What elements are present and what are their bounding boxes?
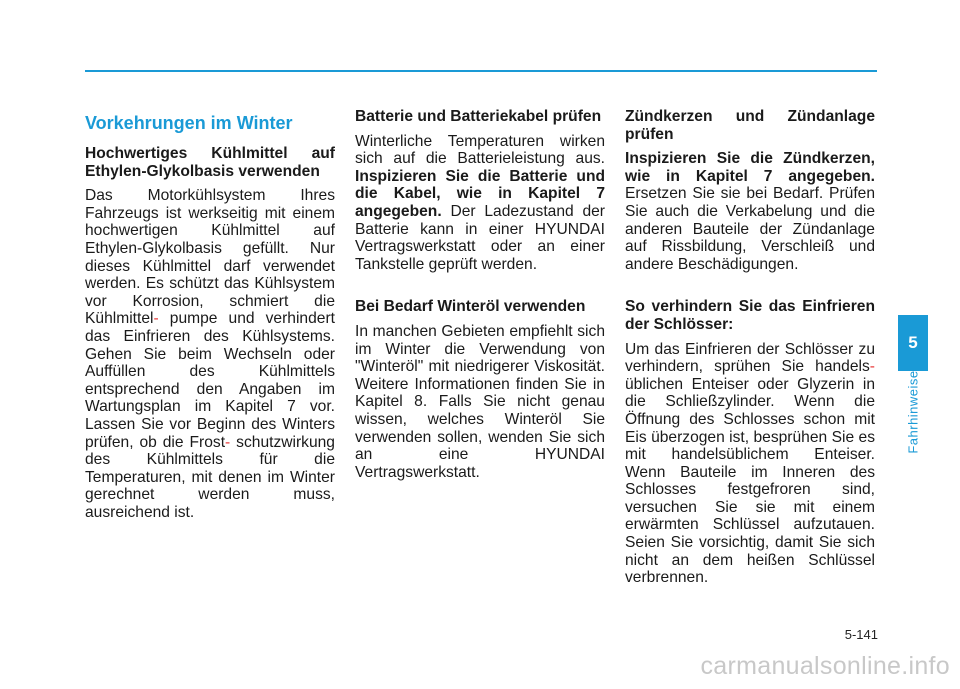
locks-text-a: Um das Einfrieren der Schlösser zu verhindern, sprühen Sie handels	[625, 340, 875, 376]
spark-plug-text-bold: Inspizieren Sie die Zündkerzen, wie in Kapitel 7 angegeben.	[625, 150, 875, 185]
winter-oil-heading: Bei Bedarf Winteröl verwenden	[355, 298, 586, 316]
column-1	[85, 108, 335, 546]
battery-text-b: Der Ladezustand der Batterie kann in einer HYUNDAI Vertragswerkstatt oder an einer Tankstelle geprüft werden.	[355, 202, 605, 273]
spark-plug-heading: Zündkerzen und Zündanlage prüfen	[625, 108, 875, 143]
soft-hyphen-1: -	[153, 310, 159, 328]
watermark: carmanualsonline.info	[700, 652, 950, 680]
locks-paragraph	[625, 341, 875, 587]
coolant-heading: Hochwertiges Kühlmittel auf Ethylen-Glykolbasis verwenden	[85, 145, 335, 180]
battery-text-bold: Inspizieren Sie die Batterie und die Kabel, wie in Kapitel 7 angegeben.	[355, 167, 605, 220]
winter-oil-paragraph: In manchen Gebieten empfiehlt sich im Winter die Verwendung von "Winteröl" mit niedrigerer Viskosität. Weitere Informationen finden Sie in Kapitel 8. Falls Sie nicht genau wissen, welches Winteröl Sie verwenden sollen, wenden Sie sich an eine HYUNDAI Vertragswerkstatt.	[355, 322, 605, 481]
locks-text-b: üblichen Enteiser oder Glyzerin in die Schließzylinder. Wenn die Öffnung des Schlosses schon mit Eis überzogen ist, besprühen Sie es mit handelsüblichem Enteiser. Wenn Bauteile im Inneren des Schlosses festgefroren sind, versuchen Sie sie mit einem erwärmten Schlüssel aufzutauen. Seien Sie vorsichtig, damit Sie sich nicht an dem heißen Schlüssel verbrennen.	[625, 375, 875, 587]
battery-paragraph	[355, 133, 605, 274]
soft-hyphen-2: -	[225, 433, 231, 451]
locks-heading: So verhindern Sie das Einfrieren der Schlösser:	[625, 298, 875, 333]
spark-plug-text: Ersetzen Sie sie bei Bedarf. Prüfen Sie auch die Verkabelung und die anderen Bauteile der Zündanlage auf Rissbildung, Verschleiß und andere Beschädigungen.	[625, 185, 875, 273]
soft-hyphen-3: -	[869, 358, 875, 376]
top-rule	[85, 70, 877, 72]
column-3	[625, 108, 875, 612]
page-number: 5-141	[844, 627, 878, 642]
coolant-text-a: Das Motorkühlsystem Ihres Fahrzeugs ist werkseitig mit einem hochwertigen Kühlmittel auf Ethylen-Glykolbasis gefüllt. Nur dieses Kühlmittel darf verwendet werden. Es schützt das Kühlsystem vor Korrosion, schmiert die Kühlmittel	[85, 187, 335, 328]
coolant-text-c: schutzwirkung des Kühlmittels für die Temperaturen, mit denen im Winter gerechnet werden muss, ausreichend ist.	[85, 433, 335, 521]
coolant-paragraph	[85, 187, 335, 521]
column-2	[355, 108, 605, 506]
coolant-text-b: pumpe und verhindert das Einfrieren des Kühlsystems. Gehen Sie beim Wechseln oder Auffüllen des Kühlmittels entsprechend den Angaben im Wartungsplan im Kapitel 7 vor. Lassen Sie vor Beginn des Winters prüfen, ob die Frost	[85, 310, 335, 451]
section-title: Vorkehrungen im Winter	[85, 113, 293, 133]
chapter-label: Fahrhinweise	[905, 370, 921, 454]
battery-text-a: Winterliche Temperaturen wirken sich auf die Batterieleistung aus.	[355, 132, 605, 168]
spark-plug-paragraph	[625, 150, 875, 273]
chapter-tab: 5	[898, 315, 928, 371]
battery-heading: Batterie und Batteriekabel prüfen	[355, 108, 602, 125]
